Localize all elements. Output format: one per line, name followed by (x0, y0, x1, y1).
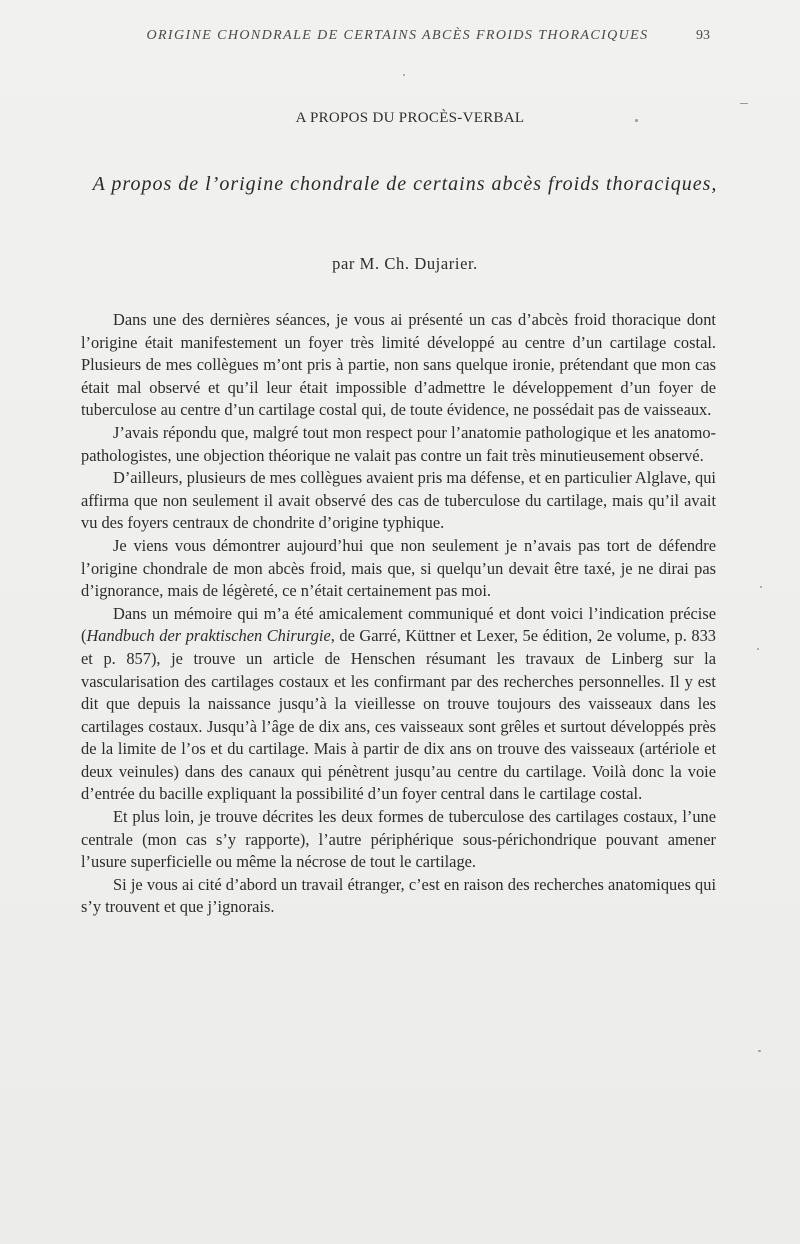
paragraph: Si je vous ai cité d’abord un travail étranger, c’est en raison des recherches anatomiques qui s’y trouvent et que j’ignorais. (81, 874, 716, 917)
author-byline: par M. Ch. Dujarier. (332, 254, 478, 273)
speck (403, 74, 405, 76)
page-number: 93 (696, 28, 710, 43)
paragraph: J’avais répondu que, malgré tout mon respect pour l’anatomie pathologique et les anatomo-pathologistes, une objection théorique ne valait pas contre un fait très minutieusement observé. (81, 422, 716, 465)
book-reference: Handbuch der praktischen Chirurgie (86, 626, 331, 646)
running-head: ORIGINE CHONDRALE DE CERTAINS ABCÈS FROIDS THORACIQUES (146, 28, 649, 43)
article-body (81, 309, 716, 919)
paragraph: Et plus loin, je trouve décrites les deux formes de tuberculose des cartilages costaux, l’une centrale (mon cas s’y rapporte), l’autre périphérique sous-périchondrique pouvant amener l’usure superficielle ou même la nécrose de tout le cartilage. (81, 807, 716, 872)
paragraph: Je viens vous démontrer aujourd’hui que non seulement je n’avais pas tort de défendre l’origine chondrale de mon abcès froid, mais que, si quelqu’un devait être taxé, je ne dirai pas d’ignorance, mais de légèreté, ce n’était certainement pas moi. (81, 535, 716, 601)
paragraph-text: , de Garré, Küttner et Lexer, 5e édition, 2e volume, p. 833 et p. 857), je trouve un article de Henschen résumant les travaux de Linberg sur la vascularisation des cartilages costaux et les confirmant par des recherches personnelles. Il y est dit que depuis la naissance jusqu’à la vieillesse on trouve toujours des vaisseaux dans les cartilages costaux. Jusqu’à l’âge de dix ans, ces vaisseaux sont grêles et surtout développés près de la limite de l’os et du cartilage. Mais à partir de dix ans on trouve des vaisseaux (artériole et deux veinules) dans des canaux qui pénètrent jusqu’au centre du cartilage. Voilà donc la voie d’entrée du bacille expliquant la possibilité d’un foyer central dans le cartilage costal. (81, 626, 716, 804)
paragraph-with-reference (81, 603, 716, 806)
paragraph-text: Dans un mémoire qui m’a été amicalement communiqué et dont voici l’indication précise ( (81, 603, 716, 646)
paragraph: D’ailleurs, plusieurs de mes collègues avaient pris ma défense, et en particulier Alglave, qui affirma que non seulement il avait observé des cas de tuberculose du cartilage, mais qu’il avait vu des foyers centraux de chondrite d’origine typhique. (81, 468, 716, 533)
speck (758, 1050, 761, 1052)
speck (635, 119, 638, 122)
speck (760, 586, 762, 588)
speck (757, 648, 759, 650)
section-heading: A PROPOS DU PROCÈS-VERBAL (295, 110, 525, 126)
paragraph: Dans une des dernières séances, je vous ai présenté un cas d’abcès froid thoracique dont l’origine était manifestement un foyer très limité développé au centre d’un cartilage costal. Plusieurs de mes collègues m’ont pris à partie, non sans quelque ironie, prétendant que mon cas était mal observé et qu’il leur était impossible d’admettre le développement d’un foyer de tuberculose au centre d’un cartilage costal qui, de toute évidence, ne possédait pas de vaisseaux. (81, 310, 716, 420)
speck (740, 103, 748, 104)
article-title: A propos de l’origine chondrale de certains abcès froids thoraciques, (92, 173, 718, 195)
